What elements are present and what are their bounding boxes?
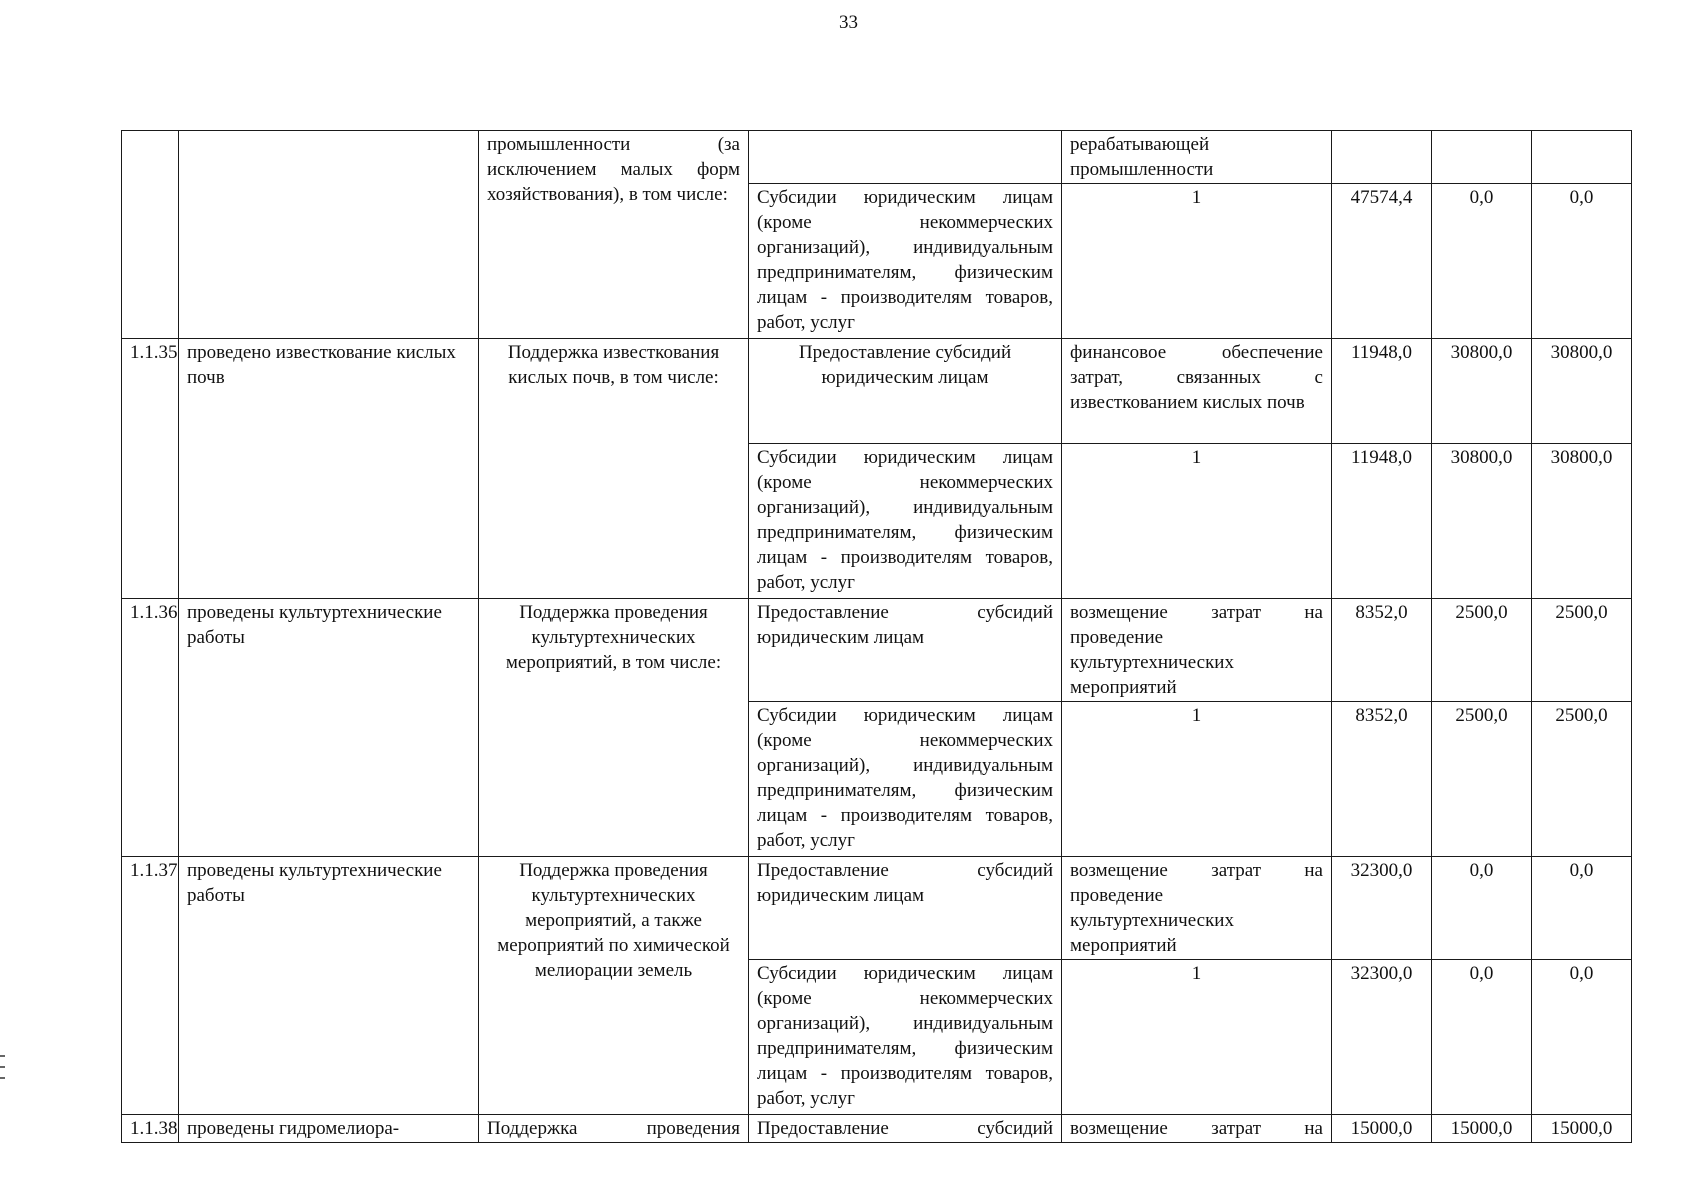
cell-measure: промышленности (за исключением малых форм хозяйствования), в том числе: (479, 131, 749, 339)
cell-purpose: возмещение затрат на (1062, 1115, 1332, 1143)
cell-measure: Поддержка проведения (479, 1115, 749, 1143)
cell-sub-value-1: 32300,0 (1332, 960, 1432, 1115)
cell-sub-value-2: 0,0 (1432, 960, 1532, 1115)
cell-sub-value-3: 30800,0 (1532, 444, 1632, 599)
cell-value-1 (1332, 131, 1432, 184)
cell-purpose: рерабатывающей промышленности (1062, 131, 1332, 184)
cell-num: 1.1.35 (122, 339, 179, 599)
cell-result: проведены культуртехнические работы (179, 599, 479, 857)
cell-measure: Поддержка известкования кислых почв, в том числе: (479, 339, 749, 599)
cell-sub-count: 1 (1062, 960, 1332, 1115)
cell-value-3: 0,0 (1532, 857, 1632, 960)
cell-sub-value-2: 2500,0 (1432, 702, 1532, 857)
cell-result: проведены гидромелиора- (179, 1115, 479, 1143)
cell-value-2: 0,0 (1432, 857, 1532, 960)
cell-value-1: 15000,0 (1332, 1115, 1432, 1143)
cell-sub-value-3: 0,0 (1532, 184, 1632, 339)
table-row (122, 599, 1632, 702)
cell-purpose: финансовое обеспечение затрат, связанных с известкованием кислых почв (1062, 339, 1332, 444)
scan-mark (0, 1077, 5, 1079)
cell-value-1: 11948,0 (1332, 339, 1432, 444)
cell-value-3: 30800,0 (1532, 339, 1632, 444)
cell-num: 1.1.36 (122, 599, 179, 857)
cell-value-2: 30800,0 (1432, 339, 1532, 444)
cell-sub-instrument: Субсидии юридическим лицам (кроме некоммерческих организаций), индивидуальным предпринимателям, физическим лицам - производителям товаров, работ, услуг (749, 960, 1062, 1115)
cell-value-3: 2500,0 (1532, 599, 1632, 702)
cell-sub-value-3: 2500,0 (1532, 702, 1632, 857)
cell-measure: Поддержка проведения культуртехнических мероприятий, в том числе: (479, 599, 749, 857)
cell-num (122, 131, 179, 339)
table-row-cut (122, 1115, 1632, 1143)
cell-sub-value-2: 0,0 (1432, 184, 1532, 339)
cell-sub-value-1: 47574,4 (1332, 184, 1432, 339)
cell-sub-instrument: Субсидии юридическим лицам (кроме некоммерческих организаций), индивидуальным предпринимателям, физическим лицам - производителям товаров, работ, услуг (749, 184, 1062, 339)
cell-measure: Поддержка проведения культуртехнических мероприятий, а также мероприятий по химической мелиорации земель (479, 857, 749, 1115)
cell-sub-value-3: 0,0 (1532, 960, 1632, 1115)
scan-edge-marks (0, 1055, 6, 1088)
cell-value-1: 32300,0 (1332, 857, 1432, 960)
cell-purpose: возмещение затрат на проведение культуртехнических мероприятий (1062, 857, 1332, 960)
cell-sub-count: 1 (1062, 184, 1332, 339)
cell-instrument: Предоставление субсидий юридическим лицам (749, 857, 1062, 960)
program-table (121, 130, 1632, 1143)
cell-value-3: 15000,0 (1532, 1115, 1632, 1143)
cell-value-3 (1532, 131, 1632, 184)
cell-num: 1.1.37 (122, 857, 179, 1115)
cell-sub-value-1: 11948,0 (1332, 444, 1432, 599)
cell-sub-value-1: 8352,0 (1332, 702, 1432, 857)
cell-value-2 (1432, 131, 1532, 184)
table-row (122, 339, 1632, 444)
cell-result: проведены культуртехнические работы (179, 857, 479, 1115)
cell-instrument: Предоставление субсидий (749, 1115, 1062, 1143)
cell-sub-value-2: 30800,0 (1432, 444, 1532, 599)
cell-result (179, 131, 479, 339)
continuation-row (122, 131, 1632, 184)
cell-instrument: Предоставление субсидий юридическим лицам (749, 599, 1062, 702)
cell-sub-count: 1 (1062, 702, 1332, 857)
cell-instrument (749, 131, 1062, 184)
scan-mark (0, 1066, 5, 1068)
cell-sub-instrument: Субсидии юридическим лицам (кроме некоммерческих организаций), индивидуальным предпринимателям, физическим лицам - производителям товаров, работ, услуг (749, 702, 1062, 857)
scan-mark (0, 1055, 5, 1057)
page-number: 33 (839, 12, 858, 33)
table-row (122, 857, 1632, 960)
cell-purpose: возмещение затрат на проведение культуртехнических мероприятий (1062, 599, 1332, 702)
cell-sub-instrument: Субсидии юридическим лицам (кроме некоммерческих организаций), индивидуальным предпринимателям, физическим лицам - производителям товаров, работ, услуг (749, 444, 1062, 599)
cell-instrument: Предоставление субсидий юридическим лицам (749, 339, 1062, 444)
cell-result: проведено известкование кислых почв (179, 339, 479, 599)
cell-value-1: 8352,0 (1332, 599, 1432, 702)
cell-sub-count: 1 (1062, 444, 1332, 599)
cell-value-2: 15000,0 (1432, 1115, 1532, 1143)
cell-num: 1.1.38 (122, 1115, 179, 1143)
cell-value-2: 2500,0 (1432, 599, 1532, 702)
